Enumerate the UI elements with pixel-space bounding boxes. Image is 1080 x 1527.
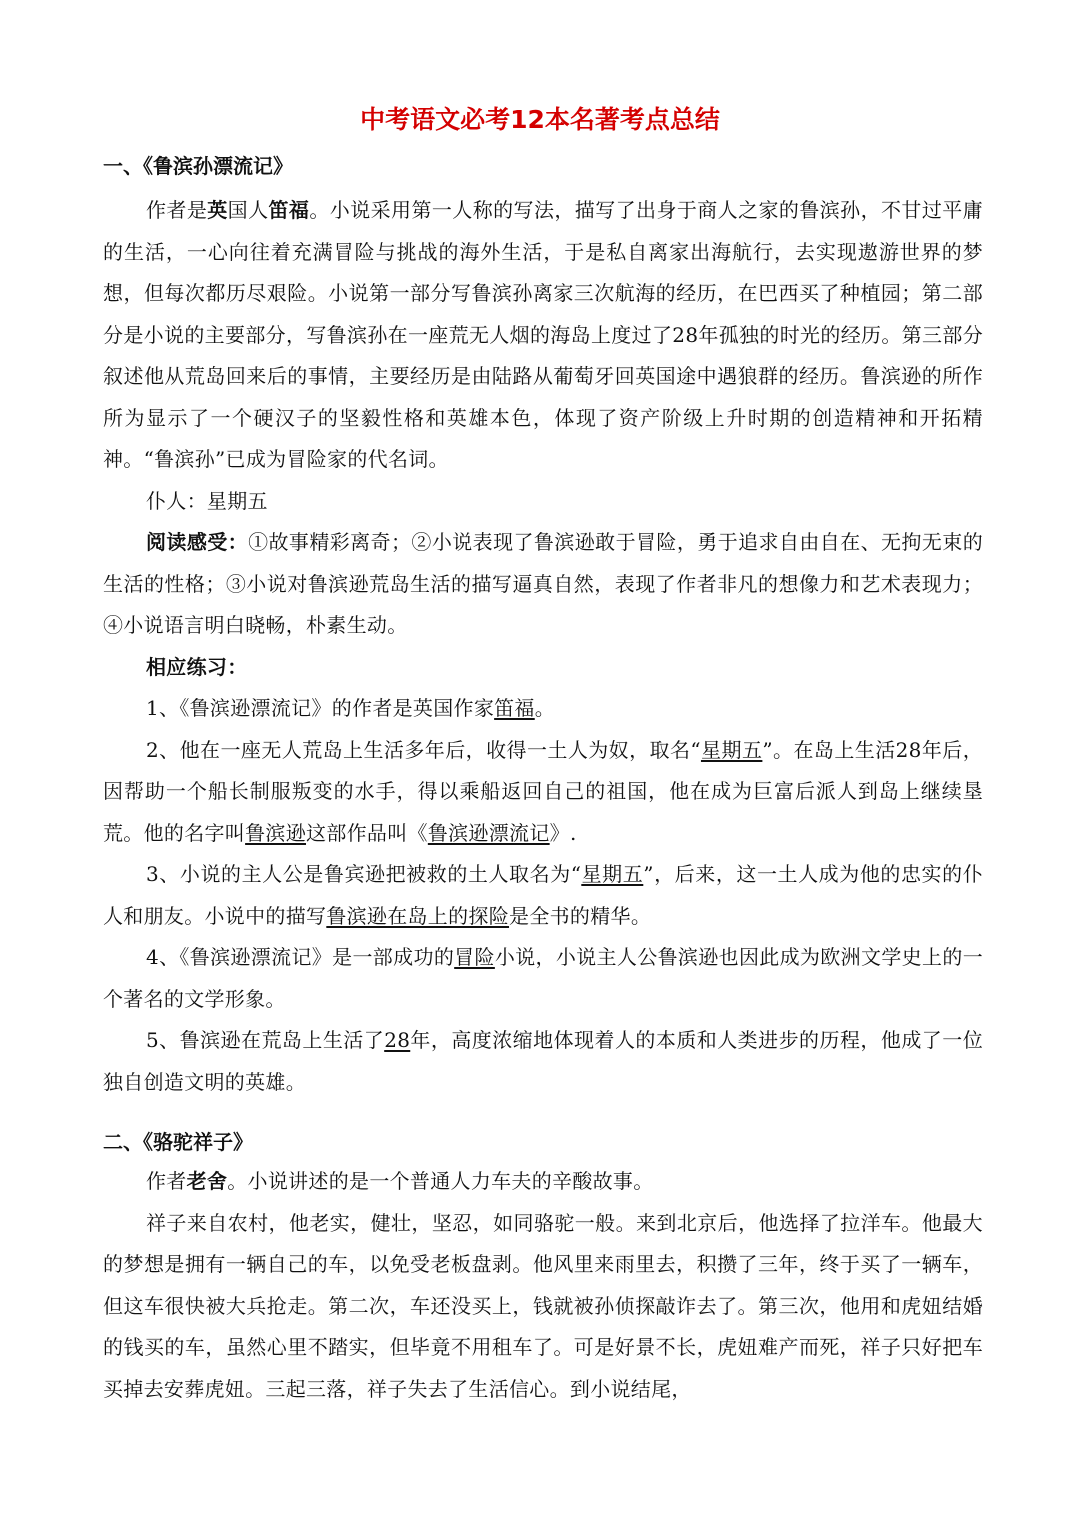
- intro-text: 国人: [227, 198, 269, 222]
- intro-bold-country: 英: [207, 198, 228, 222]
- intro-text: 作者是: [146, 198, 208, 222]
- intro-text: 。小说采用第一人称的写法，描写了出身于商人之家的鲁滨孙，不甘过平庸的生活，一心向往着充满冒险与挑战的海外生活，于是私自离家出海航行，去实现遨游世界的梦想，但每次都历尽艰险。小说第一部分写鲁滨孙离家三次航海的经历，在巴西买了种植园；第二部分是小说的主要部分，写鲁滨孙在一座荒无人烟的海岛上度过了28年孤独的时光的经历。第三部分叙述他从荒岛回来后的事情，主要经历是由陆路从葡萄牙回英国途中遇狼群的经历。鲁滨逊的所作所为显示了一个硬汉子的坚毅性格和英雄本色，体现了资产阶级上升时期的创造精神和开拓精神。“鲁滨孙”已成为冒险家的代名词。: [103, 198, 983, 471]
- question-text: 。: [534, 696, 556, 720]
- intro-bold-author: 笛福: [268, 198, 310, 222]
- answer-underlined: 鲁滨逊: [245, 820, 307, 845]
- intro-text: 作者: [146, 1169, 187, 1193]
- question-text: 年，高度浓缩地体现着人的本质和人类进步的历程，他成了一位独自创造文明的英雄。: [103, 1028, 983, 1094]
- answer-underlined: 鲁滨逊在岛上的探险: [326, 903, 510, 928]
- question-text: 3、小说的主人公是鲁宾逊把被救的土人取名为“: [146, 862, 582, 886]
- practice-question-2: [103, 730, 983, 855]
- question-text: 1、《鲁滨逊漂流记》的作者是英国作家: [146, 696, 495, 720]
- question-text: 5、鲁滨逊在荒岛上生活了: [146, 1028, 385, 1052]
- section-heading-camel-xiangzi: 二、《骆驼祥子》: [103, 1130, 253, 1154]
- section-camel-xiangzi-body: [103, 1161, 983, 1410]
- question-text: 小说，小说主人公鲁滨逊也因此成为欧洲文学史上的一个著名的文学形象。: [103, 945, 983, 1011]
- section-heading-robinson: 一、《鲁滨孙漂流记》: [103, 154, 293, 178]
- practice-question-1: [103, 688, 983, 730]
- question-text: ”。在岛上生活28年后，因帮助一个船长制服叛变的水手，得以乘船返回自己的祖国，他在成为巨富后派人到岛上继续垦荒。他的名字叫: [103, 737, 983, 845]
- answer-underlined: 笛福: [494, 696, 535, 720]
- answer-underlined: 28: [384, 1028, 411, 1052]
- answer-underlined: 鲁滨逊漂流记: [427, 820, 550, 845]
- question-text: ”，后来，这一土人成为他的忠实的仆人和朋友。小说中的描写: [103, 862, 983, 928]
- xiangzi-intro-paragraph: [103, 1161, 983, 1203]
- xiangzi-story-paragraph: 祥子来自农村，他老实，健壮，坚忍，如同骆驼一般。来到北京后，他选择了拉洋车。他最大的梦想是拥有一辆自己的车，以免受老板盘剥。他风里来雨里去，积攒了三年，终于买了一辆车，但这车很快被大兵抢走。第二次，车还没买上，钱就被孙侦探敲诈去了。第三次，他用和虎妞结婚的钱买的车，虽然心里不踏实，但毕竟不用租车了。可是好景不长，虎妞难产而死，祥子只好把车买掉去安葬虎妞。三起三落，祥子失去了生活信心。到小说结尾，: [103, 1210, 983, 1401]
- practice-question-5: [103, 1020, 983, 1103]
- document-title: 中考语文必考12本名著考点总结: [360, 105, 720, 134]
- practice-label: 相应练习：: [146, 654, 248, 679]
- feeling-label: 阅读感受：: [146, 530, 249, 554]
- intro-text: 。小说讲述的是一个普通人力车夫的辛酸故事。: [227, 1169, 654, 1193]
- question-text: 这部作品叫《: [306, 820, 428, 845]
- answer-underlined: 星期五: [581, 862, 644, 886]
- robinson-feeling-paragraph: [103, 522, 983, 647]
- question-text: 是全书的精华。: [509, 903, 652, 928]
- question-text: 》.: [549, 820, 577, 845]
- feeling-text: ①故事精彩离奇；②小说表现了鲁滨逊敢于冒险，勇于追求自由自在、无拘无束的生活的性格；③小说对鲁滨逊荒岛生活的描写逼真自然，表现了作者非凡的想像力和艺术表现力；④小说语言明白晓畅，朴素生动。: [103, 530, 983, 637]
- intro-bold-author: 老舍: [186, 1169, 228, 1193]
- answer-underlined: 冒险: [454, 945, 495, 969]
- practice-question-3: [103, 854, 983, 937]
- robinson-servant-paragraph: 仆人：星期五: [146, 488, 268, 513]
- answer-underlined: 星期五: [700, 737, 763, 762]
- section-robinson-body: [103, 190, 983, 1103]
- practice-question-4: [103, 937, 983, 1020]
- robinson-intro-paragraph: [103, 190, 983, 481]
- question-text: 4、《鲁滨逊漂流记》是一部成功的: [146, 945, 455, 969]
- question-text: 2、他在一座无人荒岛上生活多年后，收得一土人为奴，取名“: [146, 737, 701, 762]
